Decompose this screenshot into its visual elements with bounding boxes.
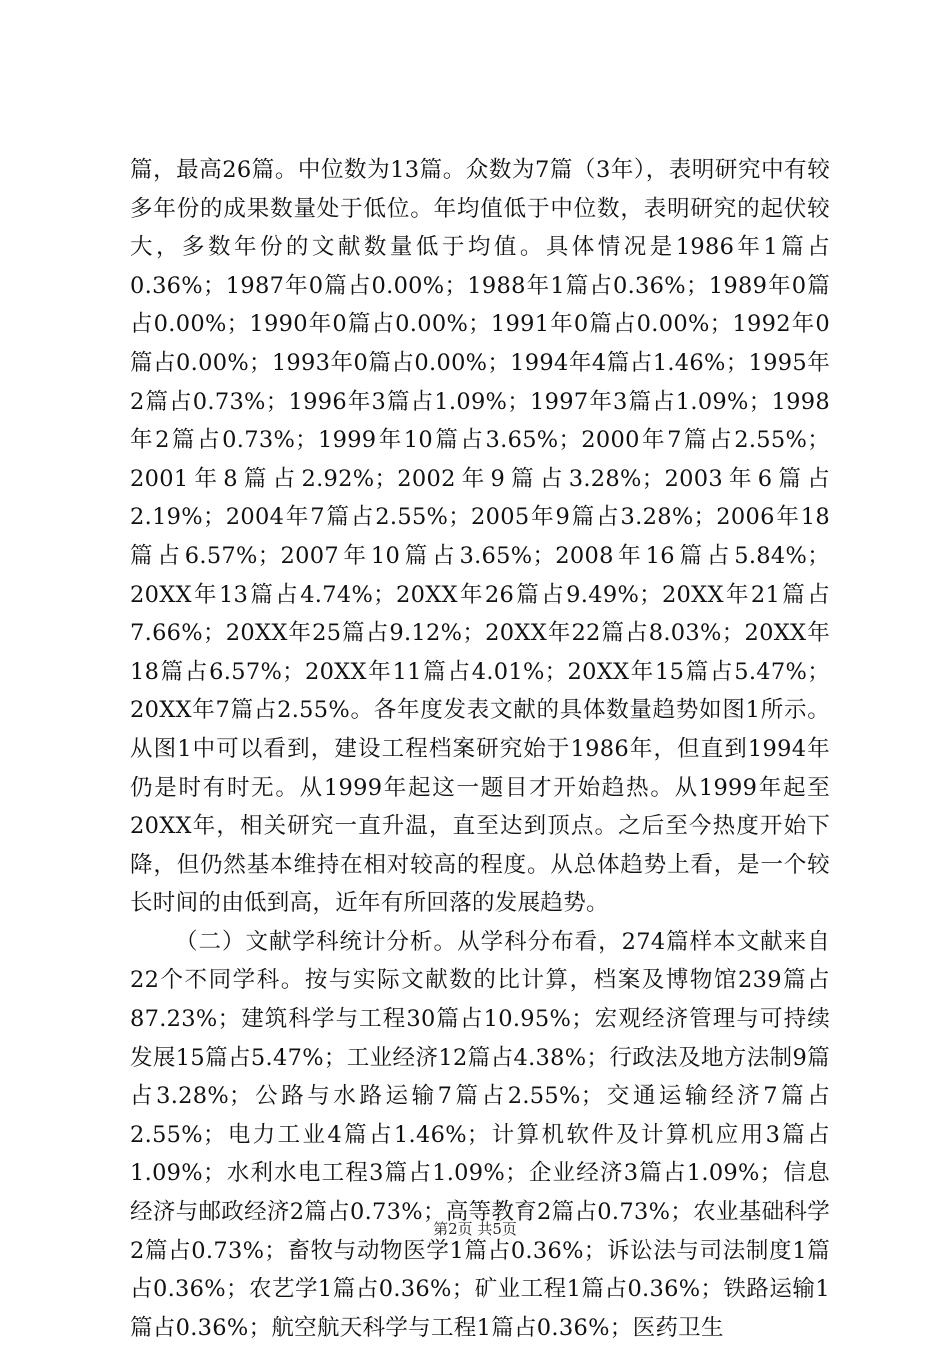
page-footer: 第2页 共5页: [433, 1220, 517, 1238]
body-text: [130, 151, 830, 1347]
paragraph-subject-statistics: （二）文献学科统计分析。从学科分布看，274篇样本文献来自22个不同学科。按与实际文献数的比计算，档案及博物馆239篇占87.23%；建筑科学与工程30篇占10.95%；宏观经济管理与可持续发展15篇占5.47%；工业经济12篇占4.38%；行政法及地方法制9篇占3.28%；公路与水路运输7篇占2.55%；交通运输经济7篇占2.55%；电力工业4篇占1.46%；计算机软件及计算机应用3篇占1.09%；水利水电工程3篇占1.09%；企业经济3篇占1.09%；信息经济与邮政经济2篇占0.73%；高等教育2篇占0.73%；农业基础科学2篇占0.73%；畜牧与动物医学1篇占0.36%；诉讼法与司法制度1篇占0.36%；农艺学1篇占0.36%；矿业工程1篇占0.36%；铁路运输1篇占0.36%；航空航天科学与工程1篇占0.36%；医药卫生: [130, 928, 830, 1341]
paragraph-year-statistics: 篇，最高26篇。中位数为13篇。众数为7篇（3年），表明研究中有较多年份的成果数量处于低位。年均值低于中位数，表明研究的起伏较大，多数年份的文献数量低于均值。具体情况是1986年1篇占0.36%；1987年0篇占0.00%；1988年1篇占0.36%；1989年0篇占0.00%；1990年0篇占0.00%；1991年0篇占0.00%；1992年0篇占0.00%；1993年0篇占0.00%；1994年4篇占1.46%；1995年2篇占0.73%；1996年3篇占1.09%；1997年3篇占1.09%；1998年2篇占0.73%；1999年10篇占3.65%；2000年7篇占2.55%；2001年8篇占2.92%；2002年9篇占3.28%；2003年6篇占2.19%；2004年7篇占2.55%；2005年9篇占3.28%；2006年18篇占6.57%；2007年10篇占3.65%；2008年16篇占5.84%；20XX年13篇占4.74%；20XX年26篇占9.49%；20XX年21篇占7.66%；20XX年25篇占9.12%；20XX年22篇占8.03%；20XX年18篇占6.57%；20XX年11篇占4.01%；20XX年15篇占5.47%；20XX年7篇占2.55%。各年度发表文献的具体数量趋势如图1所示。从图1中可以看到，建设工程档案研究始于1986年，但直到1994年仍是时有时无。从1999年起这一题目才开始趋热。从1999年起至20XX年，相关研究一直升温，直至达到顶点。之后至今热度开始下降，但仍然基本维持在相对较高的程度。从总体趋势上看，是一个较长时间的由低到高，近年有所回落的发展趋势。: [130, 157, 830, 917]
